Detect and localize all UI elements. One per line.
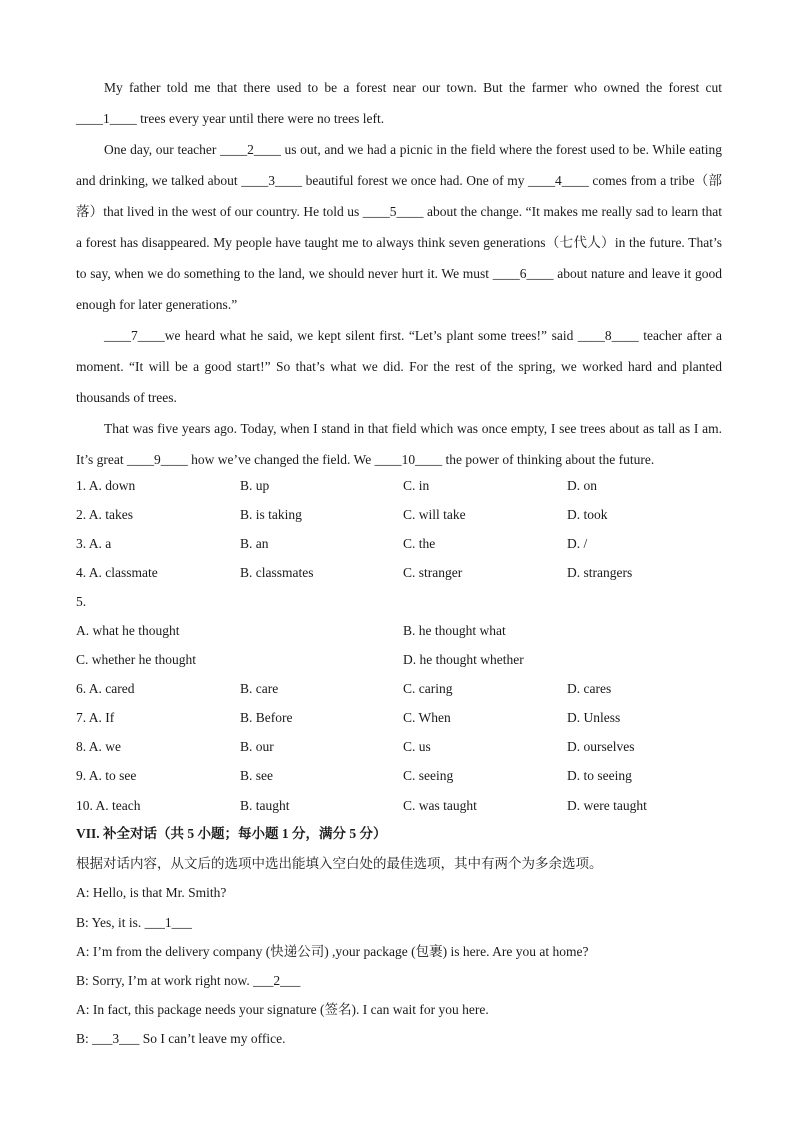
option-c[interactable]: C. When	[403, 710, 451, 725]
option-a[interactable]: 8. A. we	[76, 739, 121, 754]
option-b[interactable]: B. an	[240, 536, 269, 551]
option-b[interactable]: B. taught	[240, 798, 290, 813]
option-b[interactable]: B. our	[240, 739, 274, 754]
option-a[interactable]: 3. A. a	[76, 536, 112, 551]
option-b[interactable]: B. care	[240, 681, 279, 696]
option-d[interactable]: D. strangers	[567, 565, 633, 580]
option-d[interactable]: D. were taught	[567, 798, 647, 813]
dialogue-line: A: I’m from the delivery company (快递公司) ,your package (包裹) is here. Are you at home?	[76, 944, 589, 959]
cloze-passage	[76, 72, 722, 475]
option-c[interactable]: C. whether he thought	[76, 652, 196, 667]
option-b[interactable]: B. classmates	[240, 565, 314, 580]
option-d[interactable]: D. he thought whether	[403, 652, 524, 667]
option-b[interactable]: B. up	[240, 478, 270, 493]
option-d[interactable]: D. Unless	[567, 710, 621, 725]
option-c[interactable]: C. us	[403, 739, 431, 754]
option-d[interactable]: D. took	[567, 507, 608, 522]
option-a[interactable]: 7. A. If	[76, 710, 115, 725]
passage-paragraph: ____7____we heard what he said, we kept silent first. “Let’s plant some trees!” said ____8____ teacher after a moment. “It will be a good start!” So that’s what we did. For the rest of the spring, we worked hard and planted thousands of trees.	[76, 328, 722, 405]
option-c[interactable]: C. will take	[403, 507, 466, 522]
option-c[interactable]: C. seeing	[403, 768, 454, 783]
dialogue-line: B: Sorry, I’m at work right now. ___2___	[76, 973, 301, 988]
option-a[interactable]: 9. A. to see	[76, 768, 137, 783]
dialogue-line: A: Hello, is that Mr. Smith?	[76, 885, 227, 900]
option-a[interactable]: A. what he thought	[76, 623, 180, 638]
passage-paragraph: My father told me that there used to be a forest near our town. But the farmer who owned the forest cut ____1____ trees every year until there were no trees left.	[76, 80, 722, 126]
option-d[interactable]: D. to seeing	[567, 768, 632, 783]
option-a[interactable]: 1. A. down	[76, 478, 136, 493]
option-a[interactable]: 10. A. teach	[76, 798, 141, 813]
option-c[interactable]: C. in	[403, 478, 430, 493]
section-instruction: 根据对话内容，从文后的选项中选出能填入空白处的最佳选项，其中有两个为多余选项。	[76, 856, 603, 871]
option-c[interactable]: C. was taught	[403, 798, 477, 813]
option-b[interactable]: B. see	[240, 768, 273, 783]
dialogue-line: B: ___3___ So I can’t leave my office.	[76, 1031, 286, 1046]
option-a[interactable]: 6. A. cared	[76, 681, 135, 696]
option-d[interactable]: D. on	[567, 478, 597, 493]
option-b[interactable]: B. Before	[240, 710, 293, 725]
option-d[interactable]: D. ourselves	[567, 739, 635, 754]
option-d[interactable]: D. /	[567, 536, 588, 551]
passage-paragraph: One day, our teacher ____2____ us out, and we had a picnic in the field where the forest used to be. While eating and drinking, we talked about ____3____ beautiful forest we once had. One of my ____4____ comes from a tribe（部落）that lived in the west of our country. He told us ____5____ about the change. “It makes me really sad to learn that a forest has disappeared. My people have taught me to always think seven generations（七代人）in the future. That’s to say, when we do something to the land, we should never hurt it. We must ____6____ about nature and leave it good enough for later generations.”	[76, 142, 722, 312]
section-title: VII. 补全对话（共 5 小题；每小题 1 分，满分 5 分）	[76, 826, 387, 841]
dialogue-line: A: In fact, this package needs your signature (签名). I can wait for you here.	[76, 1002, 489, 1017]
question-number: 5.	[76, 594, 87, 609]
option-c[interactable]: C. caring	[403, 681, 453, 696]
passage-paragraph: That was five years ago. Today, when I stand in that field which was once empty, I see trees about as tall as I am. It’s great ____9____ how we’ve changed the field. We ____10____ the power of thinking about the future.	[76, 421, 722, 467]
option-b[interactable]: B. he thought what	[403, 623, 506, 638]
option-a[interactable]: 4. A. classmate	[76, 565, 158, 580]
option-b[interactable]: B. is taking	[240, 507, 302, 522]
option-d[interactable]: D. cares	[567, 681, 612, 696]
option-c[interactable]: C. stranger	[403, 565, 463, 580]
option-c[interactable]: C. the	[403, 536, 436, 551]
option-a[interactable]: 2. A. takes	[76, 507, 133, 522]
dialogue-line: B: Yes, it is. ___1___	[76, 915, 192, 930]
